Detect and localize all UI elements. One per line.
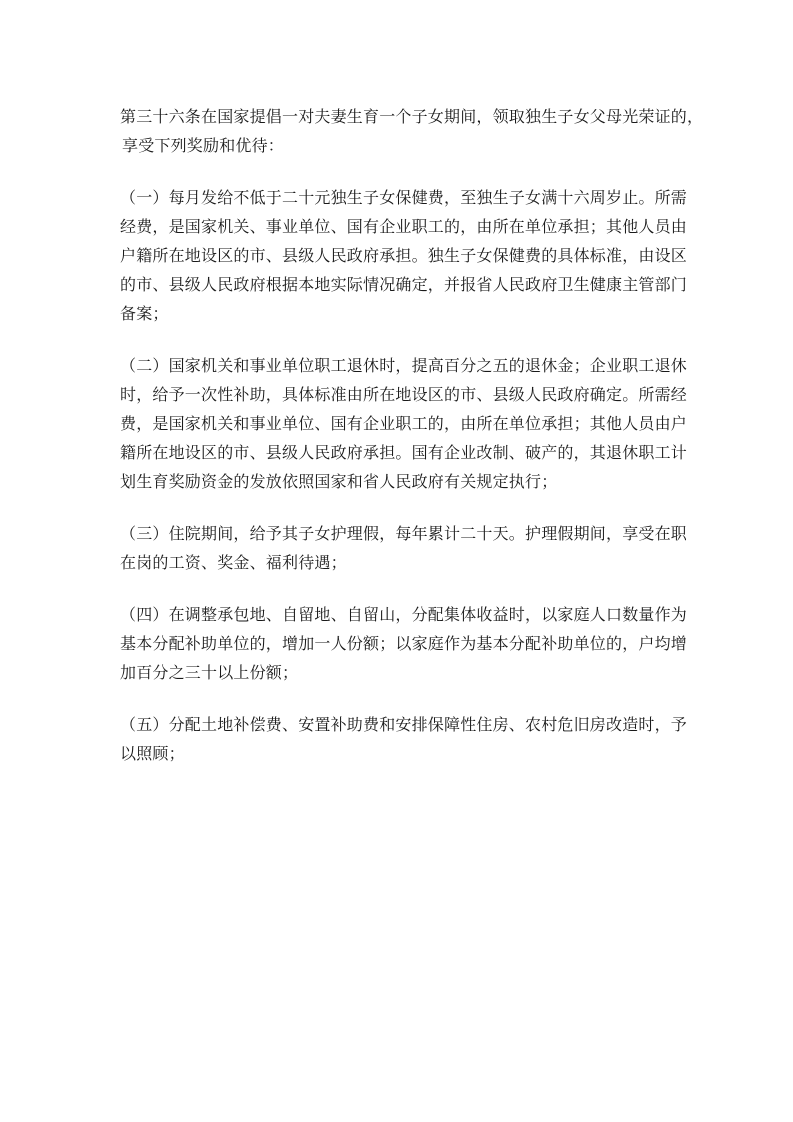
document-body bbox=[120, 102, 704, 791]
paragraph-item-4 bbox=[120, 600, 688, 687]
text-line: 籍所在地设区的市、县级人民政府承担。国有企业改制、破产的，其退休职工计 bbox=[120, 443, 688, 462]
text-line: （三）住院期间，给予其子女护理假，每年累计二十天。护理假期间，享受在职 bbox=[120, 524, 688, 543]
text-line: 基本分配补助单位的，增加一人份额；以家庭作为基本分配补助单位的，户均增 bbox=[120, 634, 688, 653]
text-line: 以照顾； bbox=[120, 744, 185, 763]
text-line: 加百分之三十以上份额； bbox=[120, 663, 299, 682]
text-line: 经费，是国家机关、事业单位、国有企业职工的，由所在单位承担；其他人员由 bbox=[120, 217, 688, 236]
text-line: 划生育奖励资金的发放依照国家和省人民政府有关规定执行； bbox=[120, 472, 558, 491]
text-line: 第三十六条在国家提倡一对夫妻生育一个子女期间，领取独生子女父母光荣证的， bbox=[120, 107, 704, 126]
text-line: （一）每月发给不低于二十元独生子女保健费，至独生子女满十六周岁止。所需 bbox=[120, 188, 688, 207]
paragraph-item-3 bbox=[120, 519, 688, 577]
paragraph-item-2 bbox=[120, 351, 688, 496]
paragraph-intro bbox=[120, 102, 704, 160]
text-line: 在岗的工资、奖金、福利待遇； bbox=[120, 553, 347, 572]
text-line: 的市、县级人民政府根据本地实际情况确定，并报省人民政府卫生健康主管部门 bbox=[120, 275, 688, 294]
text-line: 备案； bbox=[120, 304, 169, 323]
text-line: 费，是国家机关和事业单位、国有企业职工的，由所在单位承担；其他人员由户 bbox=[120, 414, 688, 433]
paragraph-item-5 bbox=[120, 710, 688, 768]
text-line: （四）在调整承包地、自留地、自留山，分配集体收益时，以家庭人口数量作为 bbox=[120, 605, 688, 624]
text-line: 户籍所在地设区的市、县级人民政府承担。独生子女保健费的具体标准，由设区 bbox=[120, 246, 688, 265]
paragraph-item-1 bbox=[120, 183, 688, 328]
text-line: （五）分配土地补偿费、安置补助费和安排保障性住房、农村危旧房改造时，予 bbox=[120, 715, 688, 734]
text-line: 时，给予一次性补助，具体标准由所在地设区的市、县级人民政府确定。所需经 bbox=[120, 385, 688, 404]
text-line: （二）国家机关和事业单位职工退休时，提高百分之五的退休金；企业职工退休 bbox=[120, 356, 688, 375]
text-line: 享受下列奖励和优待： bbox=[122, 136, 285, 155]
